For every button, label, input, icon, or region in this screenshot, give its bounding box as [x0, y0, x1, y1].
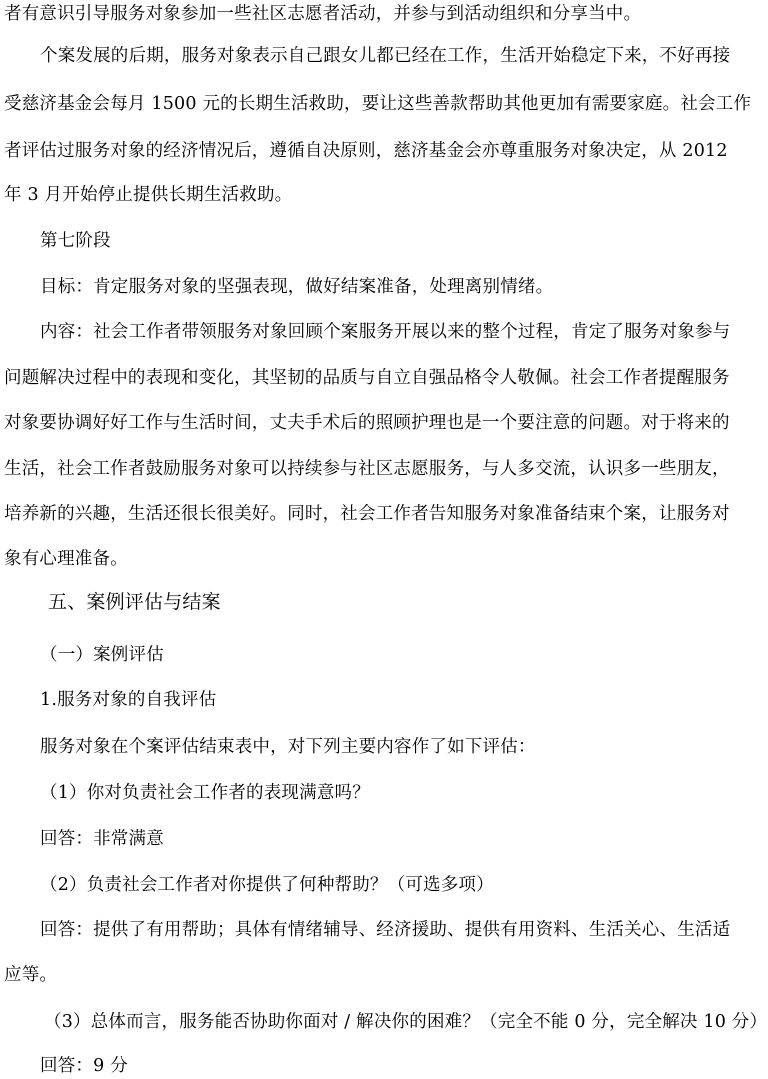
- text-line: 受慈济基金会每月 1500 元的长期生活救助，要让这些善款帮助其他更加有需要家庭。社会工作: [4, 94, 752, 114]
- item-heading: 1.服务对象的自我评估: [40, 690, 217, 710]
- text-line: 者评估过服务对象的经济情况后，遵循自决原则，慈济基金会亦尊重服务对象决定，从 2012: [4, 141, 728, 161]
- answer-3: 回答：9 分: [40, 1056, 128, 1076]
- section-heading: 五、案例评估与结案: [48, 591, 221, 613]
- text-line: 问题解决过程中的表现和变化，其坚韧的品质与自立自强品格令人敬佩。社会工作者提醒服务: [4, 368, 730, 388]
- text-line: 年 3 月开始停止提供长期生活救助。: [4, 185, 293, 205]
- question-2: （2）负责社会工作者对你提供了何种帮助？（可选多项）: [40, 875, 494, 895]
- text-line: 者有意识引导服务对象参加一些社区志愿者活动，并参与到活动组织和分享当中。: [4, 4, 642, 24]
- paragraph-start: 个案发展的后期，服务对象表示自己跟女儿都已经在工作，生活开始稳定下来，不好再接: [40, 46, 731, 66]
- content-line: 内容：社会工作者带领服务对象回顾个案服务开展以来的整个过程，肯定了服务对象参与: [40, 322, 731, 342]
- text-line: 生活，社会工作者鼓励服务对象可以持续参与社区志愿服务，与人多交流，认识多一些朋友，: [4, 459, 730, 479]
- text-line: 象有心理准备。: [4, 549, 128, 569]
- text-line: 应等。: [4, 965, 58, 985]
- question-3: （3）总体而言，服务能否协助你面对 / 解决你的困难？（完全不能 0 分，完全解决 10 分）: [44, 1012, 768, 1032]
- text-line: 对象要协调好好工作与生活时间，丈夫手术后的照顾护理也是一个要注意的问题。对于将来的: [4, 413, 730, 433]
- goal-line: 目标：肯定服务对象的坚强表现，做好结案准备，处理离别情绪。: [40, 277, 554, 297]
- question-1: （1）你对负责社会工作者的表现满意吗？: [40, 783, 370, 803]
- answer-2: 回答：提供了有用帮助；具体有情绪辅导、经济援助、提供有用资料、生活关心、生活适: [40, 920, 731, 940]
- subsection-heading: （一）案例评估: [40, 645, 164, 665]
- text-line: 服务对象在个案评估结束表中，对下列主要内容作了如下评估：: [40, 737, 536, 757]
- stage-title: 第七阶段: [40, 231, 111, 251]
- answer-1: 回答：非常满意: [40, 829, 164, 849]
- text-line: 培养新的兴趣，生活还很长很美好。同时，社会工作者告知服务对象准备结束个案，让服务对: [4, 504, 730, 524]
